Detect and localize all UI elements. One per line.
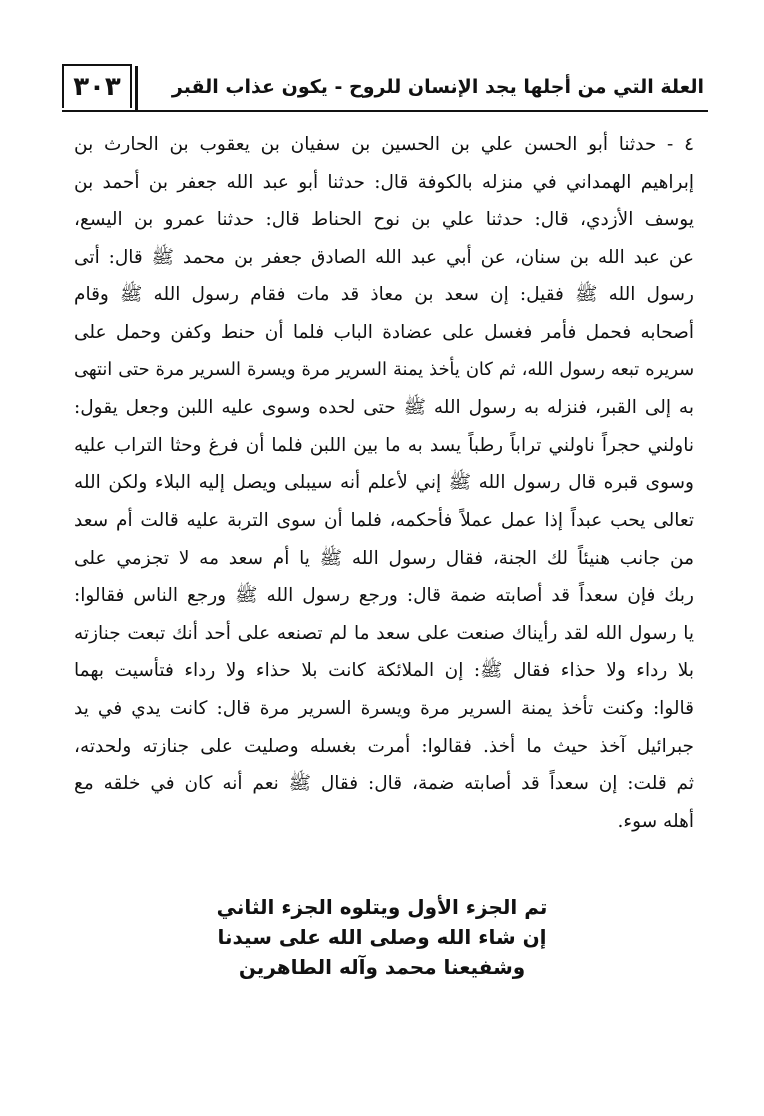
colophon-line-2: إن شاء الله وصلى الله على سيدنا: [217, 925, 547, 949]
text-line: ناولني حجراً ناولني تراباً رطباً يسد به ما بين اللبن فلما أن فرغ وحثا التراب عليه: [74, 434, 694, 456]
text-line: تعالى يحب عبداً إذا عمل عملاً فأحكمه، فلما أن سوى التربة عليه قالت أم سعد: [74, 509, 694, 531]
text-line: ثم قلت: إن سعداً قد أصابته ضمة، قال: فقال ﷺ نعم أنه كان في خلقه مع: [74, 773, 694, 795]
running-title: العلة التي من أجلها يجد الإنسان للروح - يكون عذاب القبر: [171, 76, 704, 98]
colophon: [200, 892, 564, 982]
hadith-text: [74, 126, 694, 840]
text-line: قالوا: وكنت تأخذ يمنة السرير مرة ويسرة السرير مرة قال: كانت يدي في يد: [74, 697, 694, 719]
text-line: يوسف الأزدي، قال: حدثنا علي بن نوح الحناط قال: حدثنا عمرو بن اليسع،: [74, 209, 694, 231]
text-line: عن عبد الله بن سنان، عن أبي عبد الله الصادق جعفر بن محمد ﷺ قال: أتى: [74, 246, 694, 268]
text-line: يا رسول الله لقد رأيناك صنعت على سعد ما لم تصنعه على أحد أنك تبعت جنازته: [74, 622, 694, 644]
page-header: [62, 64, 708, 112]
text-line: إبراهيم الهمداني في منزله بالكوفة قال: حدثنا أبو عبد الله جعفر بن أحمد بن: [74, 171, 694, 193]
text-line: جبرائيل آخذ حيث ما أخذ. فقالوا: أمرت بغسله وصليت على جنازته ولحدته،: [74, 735, 694, 757]
text-line-last: أهله سوء.: [617, 810, 694, 832]
text-line: ربك فإن سعداً قد أصابته ضمة قال: ورجع رسول الله ﷺ ورجع الناس فقالوا:: [74, 585, 694, 607]
page-number: ٣٠٣: [62, 64, 132, 108]
text-line: وسوى قبره قال رسول الله ﷺ إني لأعلم أنه سيبلى ويصل إليه البلاء ولكن الله: [74, 472, 694, 494]
text-line: سريره تبعه رسول الله، ثم كان يأخذ يمنة السرير مرة ويسرة السرير مرة حتى انتهى: [74, 359, 694, 380]
text-line: به إلى القبر، فنزله به رسول الله ﷺ حتى لحده وسوى عليه اللبن وجعل يقول:: [74, 397, 694, 419]
text-line: ٤ - حدثنا أبو الحسن علي بن الحسين بن سفيان بن يعقوب بن الحارث بن: [74, 134, 694, 155]
text-line: أصحابه فحمل فأمر فغسل على عضادة الباب فلما أن حنط وكفن وحمل على: [74, 321, 694, 343]
text-line: بلا رداء ولا حذاء فقال ﷺ: إن الملائكة كانت بلا حذاء ولا رداء فتأسيت بهما: [74, 660, 694, 682]
colophon-line-3: وشفيعنا محمد وآله الطاهرين: [238, 955, 526, 979]
colophon-line-1: تم الجزء الأول ويتلوه الجزء الثاني: [216, 895, 548, 919]
text-line: من جانب هنيئاً لك الجنة، فقال رسول الله ﷺ يا أم سعد مه لا تجزمي على: [74, 547, 694, 569]
text-line: رسول الله ﷺ فقيل: إن سعد بن معاذ قد مات فقام رسول الله ﷺ وقام: [74, 284, 694, 306]
